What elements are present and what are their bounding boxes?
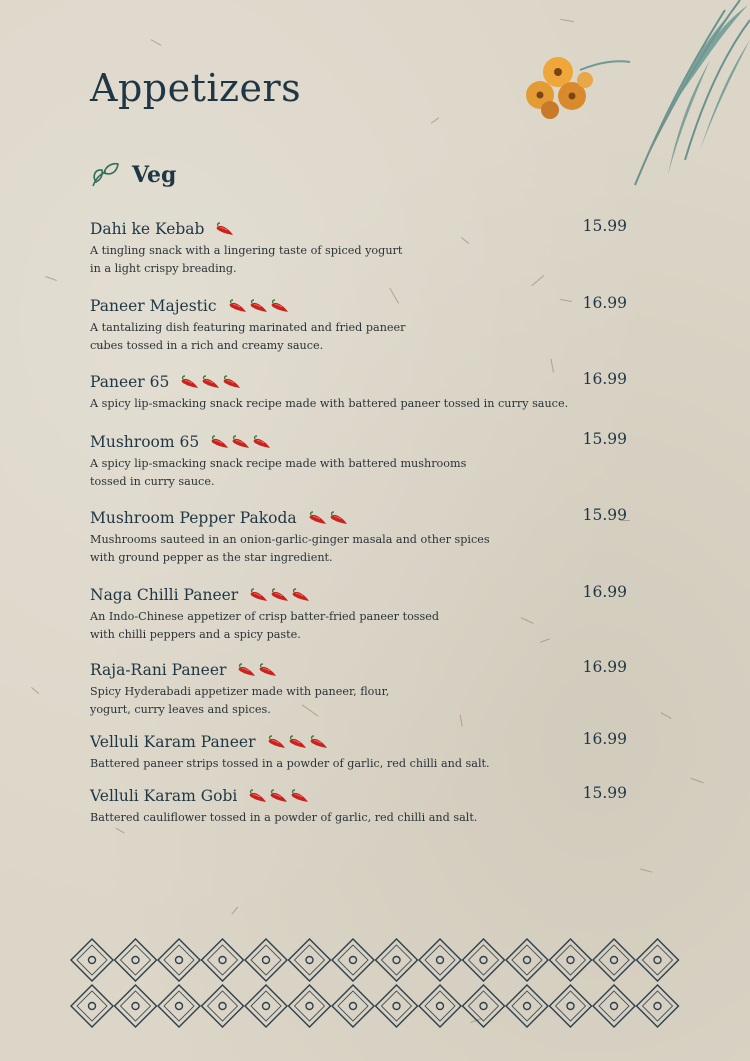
paper-fleck (115, 828, 124, 834)
chilli-icon (248, 299, 268, 313)
chilli-icon (266, 735, 286, 749)
menu-item (90, 430, 627, 491)
leaf-icon (90, 160, 120, 190)
menu-item (90, 730, 627, 773)
menu-item-name: Mushroom Pepper Pakoda (90, 509, 297, 527)
chilli-icon (214, 222, 234, 236)
menu-item-price: 16.99 (582, 294, 627, 312)
paper-fleck (640, 868, 652, 872)
chilli-icon (328, 511, 348, 525)
menu-item (90, 583, 627, 644)
menu-item-description: An Indo-Chinese appetizer of crisp batter-fried paneer tossed with chilli peppers and a spicy paste. (90, 610, 440, 641)
chilli-icon (257, 663, 277, 677)
menu-item-header (90, 730, 627, 754)
menu-item-header (90, 430, 627, 454)
page-title: Appetizers (90, 66, 302, 110)
chilli-icon (248, 588, 268, 602)
menu-item-header (90, 370, 627, 394)
paper-fleck (150, 39, 161, 46)
chilli-icon (209, 435, 229, 449)
paper-fleck (690, 778, 704, 784)
menu-item-name: Raja-Rani Paneer (90, 661, 227, 679)
chilli-icon (236, 663, 256, 677)
paper-fleck (45, 276, 57, 281)
spice-level-indicator (248, 588, 310, 602)
menu-item-price: 16.99 (582, 370, 627, 388)
menu-item (90, 370, 627, 413)
paper-fleck (31, 687, 40, 694)
menu-item-name: Dahi ke Kebab (90, 220, 205, 238)
chilli-icon (179, 375, 199, 389)
spice-level-indicator (307, 511, 348, 525)
menu-item (90, 506, 627, 567)
floral-decoration-icon (510, 0, 750, 200)
menu-item-header (90, 506, 627, 530)
menu-item-header (90, 217, 627, 241)
menu-item-price: 15.99 (582, 784, 627, 802)
paper-fleck (431, 117, 440, 124)
menu-item-description: A tingling snack with a lingering taste of spiced yogurt in a light crispy breading. (90, 244, 403, 275)
menu-item-header (90, 784, 627, 808)
chilli-icon (200, 375, 220, 389)
spice-level-indicator (179, 375, 241, 389)
spice-level-indicator (266, 735, 328, 749)
chilli-icon (268, 789, 288, 803)
chilli-icon (289, 789, 309, 803)
chilli-icon (290, 588, 310, 602)
menu-item-description: Spicy Hyderabadi appetizer made with paneer, flour, yogurt, curry leaves and spices. (90, 685, 390, 716)
menu-item-name: Paneer Majestic (90, 297, 217, 315)
spice-level-indicator (209, 435, 271, 449)
menu-item-price: 15.99 (582, 217, 627, 235)
menu-item-description: A spicy lip-smacking snack recipe made with battered paneer tossed in curry sauce. (90, 397, 569, 410)
menu-item-price: 16.99 (582, 730, 627, 748)
chilli-icon (230, 435, 250, 449)
menu-item-name: Velluli Karam Gobi (90, 787, 238, 805)
menu-item-name: Velluli Karam Paneer (90, 733, 256, 751)
menu-item-description: Battered paneer strips tossed in a powder of garlic, red chilli and salt. (90, 757, 490, 770)
menu-item-header (90, 294, 627, 318)
menu-item-header (90, 583, 627, 607)
spice-level-indicator (247, 789, 309, 803)
menu-item (90, 658, 627, 719)
menu-item-name: Naga Chilli Paneer (90, 586, 239, 604)
chilli-icon (287, 735, 307, 749)
section-label: Veg (132, 162, 177, 188)
chilli-icon (251, 435, 271, 449)
spice-level-indicator (214, 222, 234, 236)
chilli-icon (307, 511, 327, 525)
menu-item-price: 15.99 (582, 430, 627, 448)
chilli-icon (269, 299, 289, 313)
spice-level-indicator (236, 663, 277, 677)
menu-item-price: 16.99 (582, 583, 627, 601)
spice-level-indicator (227, 299, 289, 313)
paper-fleck (660, 712, 671, 719)
menu-item-description: A tantalizing dish featuring marinated and fried paneer cubes tossed in a rich and creamy sauce. (90, 321, 406, 352)
menu-item (90, 294, 627, 355)
menu-item-description: Mushrooms sauteed in an onion-garlic-ginger masala and other spices with ground pepper as the star ingredient. (90, 533, 490, 564)
menu-item-price: 16.99 (582, 658, 627, 676)
diamond-pattern-decoration (70, 936, 690, 1036)
menu-item-price: 15.99 (582, 506, 627, 524)
menu-item-name: Mushroom 65 (90, 433, 200, 451)
menu-item-description: Battered cauliflower tossed in a powder of garlic, red chilli and salt. (90, 811, 478, 824)
chilli-icon (308, 735, 328, 749)
section-heading-veg (90, 160, 176, 190)
paper-fleck (231, 906, 238, 915)
chilli-icon (247, 789, 267, 803)
chilli-icon (221, 375, 241, 389)
menu-item (90, 784, 627, 827)
menu-item (90, 217, 627, 278)
chilli-icon (227, 299, 247, 313)
menu-item-description: A spicy lip-smacking snack recipe made with battered mushrooms tossed in curry sauce. (90, 457, 467, 488)
menu-item-header (90, 658, 627, 682)
menu-item-name: Paneer 65 (90, 373, 170, 391)
chilli-icon (269, 588, 289, 602)
